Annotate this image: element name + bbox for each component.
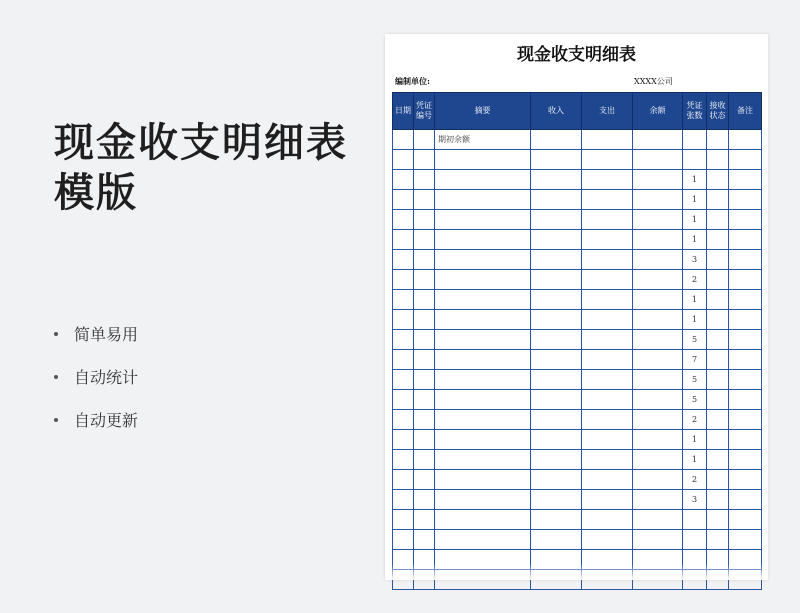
table-cell xyxy=(531,490,582,510)
table-cell xyxy=(582,230,633,250)
table-cell xyxy=(435,210,531,230)
column-header: 余额 xyxy=(633,93,683,130)
column-header: 接收 状态 xyxy=(707,93,729,130)
voucher-count-cell: 5 xyxy=(683,330,707,350)
table-cell xyxy=(531,310,582,330)
table-cell xyxy=(414,370,435,390)
hero-title-line1: 现金收支明细表 xyxy=(54,120,348,166)
table-cell xyxy=(435,270,531,290)
table-cell xyxy=(729,310,762,330)
table-cell xyxy=(582,210,633,230)
table-cell xyxy=(414,210,435,230)
table-cell xyxy=(414,430,435,450)
table-row xyxy=(393,170,762,190)
voucher-count-cell: 7 xyxy=(683,350,707,370)
table-cell xyxy=(531,190,582,210)
table-cell xyxy=(435,310,531,330)
table-row xyxy=(393,470,762,490)
table-cell xyxy=(414,490,435,510)
table-cell xyxy=(435,470,531,490)
table-cell xyxy=(393,150,414,170)
table-cell xyxy=(633,450,683,470)
table-cell xyxy=(414,310,435,330)
table-cell xyxy=(531,150,582,170)
bullet-icon xyxy=(54,375,58,379)
table-cell xyxy=(393,190,414,210)
company-name: XXXX公司 xyxy=(634,77,673,86)
table-cell xyxy=(393,370,414,390)
table-cell xyxy=(531,130,582,150)
table-cell xyxy=(435,510,531,530)
table-cell xyxy=(707,210,729,230)
column-header: 日期 xyxy=(393,93,414,130)
table-cell xyxy=(633,390,683,410)
table-cell xyxy=(633,130,683,150)
bullet-icon xyxy=(54,418,58,422)
table-cell xyxy=(707,150,729,170)
table-cell xyxy=(414,450,435,470)
table-cell xyxy=(729,450,762,470)
table-row xyxy=(393,430,762,450)
table-cell xyxy=(531,470,582,490)
table-cell xyxy=(393,350,414,370)
ledger-table xyxy=(392,92,762,590)
table-row xyxy=(393,370,762,390)
table-cell xyxy=(633,170,683,190)
table-cell xyxy=(435,390,531,410)
table-cell xyxy=(729,170,762,190)
voucher-count-cell: 3 xyxy=(683,250,707,270)
table-cell xyxy=(582,450,633,470)
column-header: 凭证 编号 xyxy=(414,93,435,130)
opening-balance-cell: 期初余额 xyxy=(435,130,531,150)
table-cell xyxy=(393,450,414,470)
table-row xyxy=(393,150,762,170)
table-cell xyxy=(729,290,762,310)
table-cell xyxy=(633,250,683,270)
table-row xyxy=(393,510,762,530)
unit-label: 编制单位: xyxy=(395,76,430,86)
table-row xyxy=(393,330,762,350)
table-cell xyxy=(414,510,435,530)
table-cell xyxy=(729,530,762,550)
table-cell xyxy=(729,370,762,390)
table-cell xyxy=(707,370,729,390)
voucher-count-cell: 5 xyxy=(683,370,707,390)
table-cell xyxy=(729,210,762,230)
table-cell xyxy=(633,410,683,430)
table-cell xyxy=(633,430,683,450)
table-cell xyxy=(582,410,633,430)
table-cell xyxy=(582,510,633,530)
table-cell xyxy=(582,470,633,490)
table-cell xyxy=(729,430,762,450)
voucher-count-cell: 3 xyxy=(683,490,707,510)
table-cell xyxy=(435,370,531,390)
table-row xyxy=(393,250,762,270)
feature-item: 自动更新 xyxy=(54,398,138,441)
table-cell xyxy=(414,410,435,430)
table-cell xyxy=(707,170,729,190)
table-cell xyxy=(582,150,633,170)
voucher-count-cell xyxy=(683,530,707,550)
column-header: 支出 xyxy=(582,93,633,130)
table-cell xyxy=(393,250,414,270)
table-cell xyxy=(707,190,729,210)
table-cell xyxy=(707,130,729,150)
table-cell xyxy=(633,290,683,310)
table-body xyxy=(393,130,762,590)
table-cell xyxy=(435,170,531,190)
table-cell xyxy=(531,430,582,450)
table-cell xyxy=(582,190,633,210)
table-cell xyxy=(729,510,762,530)
table-cell xyxy=(582,290,633,310)
table-cell xyxy=(435,290,531,310)
table-row xyxy=(393,490,762,510)
voucher-count-cell: 1 xyxy=(683,210,707,230)
table-cell xyxy=(393,430,414,450)
table-cell xyxy=(393,270,414,290)
table-cell xyxy=(414,190,435,210)
table-cell xyxy=(393,290,414,310)
table-cell xyxy=(393,170,414,190)
table-cell xyxy=(633,350,683,370)
hero-title-line2: 模版 xyxy=(54,170,138,216)
table-cell xyxy=(633,530,683,550)
table-cell xyxy=(393,230,414,250)
table-cell xyxy=(729,350,762,370)
table-cell xyxy=(707,490,729,510)
table-cell xyxy=(582,350,633,370)
table-cell xyxy=(531,350,582,370)
voucher-count-cell: 5 xyxy=(683,390,707,410)
table-cell xyxy=(582,330,633,350)
table-cell xyxy=(633,370,683,390)
voucher-count-cell: 1 xyxy=(683,230,707,250)
table-cell xyxy=(393,330,414,350)
table-cell xyxy=(707,310,729,330)
table-cell xyxy=(582,430,633,450)
table-cell xyxy=(531,510,582,530)
table-row xyxy=(393,530,762,550)
voucher-count-cell: 1 xyxy=(683,430,707,450)
table-cell xyxy=(633,150,683,170)
table-cell xyxy=(393,470,414,490)
table-cell xyxy=(414,290,435,310)
table-cell xyxy=(582,310,633,330)
table-cell xyxy=(435,410,531,430)
table-cell xyxy=(707,410,729,430)
table-cell xyxy=(414,470,435,490)
table-cell xyxy=(582,370,633,390)
table-cell xyxy=(435,230,531,250)
table-row xyxy=(393,390,762,410)
voucher-count-cell xyxy=(683,510,707,530)
voucher-count-cell: 1 xyxy=(683,450,707,470)
table-cell xyxy=(729,270,762,290)
table-cell xyxy=(531,270,582,290)
table-cell xyxy=(707,430,729,450)
table-row xyxy=(393,130,762,150)
feature-item: 简单易用 xyxy=(54,312,138,355)
voucher-count-cell: 1 xyxy=(683,290,707,310)
table-cell xyxy=(414,170,435,190)
feature-item: 自动统计 xyxy=(54,355,138,398)
table-cell xyxy=(729,230,762,250)
column-header: 摘要 xyxy=(435,93,531,130)
voucher-count-cell: 1 xyxy=(683,190,707,210)
table-cell xyxy=(633,490,683,510)
table-cell xyxy=(582,390,633,410)
table-cell xyxy=(435,250,531,270)
table-cell xyxy=(414,230,435,250)
table-cell xyxy=(707,530,729,550)
table-cell xyxy=(414,150,435,170)
voucher-count-cell: 1 xyxy=(683,310,707,330)
table-cell xyxy=(531,290,582,310)
table-cell xyxy=(582,270,633,290)
table-cell xyxy=(582,250,633,270)
table-cell xyxy=(531,370,582,390)
table-cell xyxy=(633,510,683,530)
table-cell xyxy=(414,390,435,410)
voucher-count-cell: 2 xyxy=(683,270,707,290)
table-cell xyxy=(531,330,582,350)
table-cell xyxy=(435,190,531,210)
table-cell xyxy=(729,130,762,150)
table-cell xyxy=(393,530,414,550)
table-row xyxy=(393,410,762,430)
feature-list xyxy=(54,312,138,441)
table-cell xyxy=(729,250,762,270)
bullet-icon xyxy=(54,332,58,336)
table-row xyxy=(393,210,762,230)
table-cell xyxy=(707,330,729,350)
table-cell xyxy=(582,490,633,510)
document-preview xyxy=(385,34,768,580)
table-cell xyxy=(633,190,683,210)
column-header: 凭证 张数 xyxy=(683,93,707,130)
table-cell xyxy=(582,170,633,190)
table-cell xyxy=(729,330,762,350)
table-cell xyxy=(531,410,582,430)
table-cell xyxy=(633,210,683,230)
table-cell xyxy=(414,250,435,270)
table-cell xyxy=(393,410,414,430)
table-cell xyxy=(729,470,762,490)
voucher-count-cell: 2 xyxy=(683,410,707,430)
table-cell xyxy=(707,390,729,410)
table-cell xyxy=(531,450,582,470)
table-cell xyxy=(582,530,633,550)
voucher-count-cell xyxy=(683,150,707,170)
table-cell xyxy=(435,150,531,170)
table-header xyxy=(393,93,762,130)
column-header: 收入 xyxy=(531,93,582,130)
table-cell xyxy=(729,190,762,210)
table-cell xyxy=(729,490,762,510)
table-cell xyxy=(707,270,729,290)
table-cell xyxy=(393,390,414,410)
table-cell xyxy=(393,210,414,230)
table-cell xyxy=(435,530,531,550)
table-cell xyxy=(414,530,435,550)
table-cell xyxy=(531,530,582,550)
voucher-count-cell xyxy=(683,130,707,150)
bottom-fade xyxy=(385,564,768,580)
document-title: 现金收支明细表 xyxy=(517,45,636,65)
table-cell xyxy=(707,230,729,250)
table-cell xyxy=(729,150,762,170)
table-cell xyxy=(729,390,762,410)
table-cell xyxy=(707,510,729,530)
voucher-count-cell: 1 xyxy=(683,170,707,190)
table-cell xyxy=(531,170,582,190)
table-cell xyxy=(435,330,531,350)
table-cell xyxy=(393,490,414,510)
table-cell xyxy=(435,450,531,470)
column-header: 备注 xyxy=(729,93,762,130)
table-cell xyxy=(393,130,414,150)
table-cell xyxy=(729,410,762,430)
table-cell xyxy=(414,270,435,290)
table-cell xyxy=(531,230,582,250)
table-cell xyxy=(414,330,435,350)
table-row xyxy=(393,270,762,290)
table-cell xyxy=(414,350,435,370)
table-cell xyxy=(633,230,683,250)
table-row xyxy=(393,230,762,250)
table-cell xyxy=(582,130,633,150)
table-cell xyxy=(707,290,729,310)
table-row xyxy=(393,310,762,330)
table-cell xyxy=(435,490,531,510)
table-cell xyxy=(633,270,683,290)
table-cell xyxy=(633,310,683,330)
table-cell xyxy=(531,210,582,230)
table-cell xyxy=(393,310,414,330)
table-cell xyxy=(707,250,729,270)
voucher-count-cell: 2 xyxy=(683,470,707,490)
table-cell xyxy=(531,250,582,270)
table-row xyxy=(393,190,762,210)
table-cell xyxy=(707,350,729,370)
table-cell xyxy=(393,510,414,530)
table-cell xyxy=(633,330,683,350)
table-row xyxy=(393,290,762,310)
table-cell xyxy=(435,350,531,370)
hero-title xyxy=(54,118,348,218)
table-cell xyxy=(531,390,582,410)
table-cell xyxy=(707,470,729,490)
table-row xyxy=(393,450,762,470)
table-cell xyxy=(435,430,531,450)
table-row xyxy=(393,350,762,370)
table-cell xyxy=(414,130,435,150)
table-cell xyxy=(633,470,683,490)
table-cell xyxy=(707,450,729,470)
